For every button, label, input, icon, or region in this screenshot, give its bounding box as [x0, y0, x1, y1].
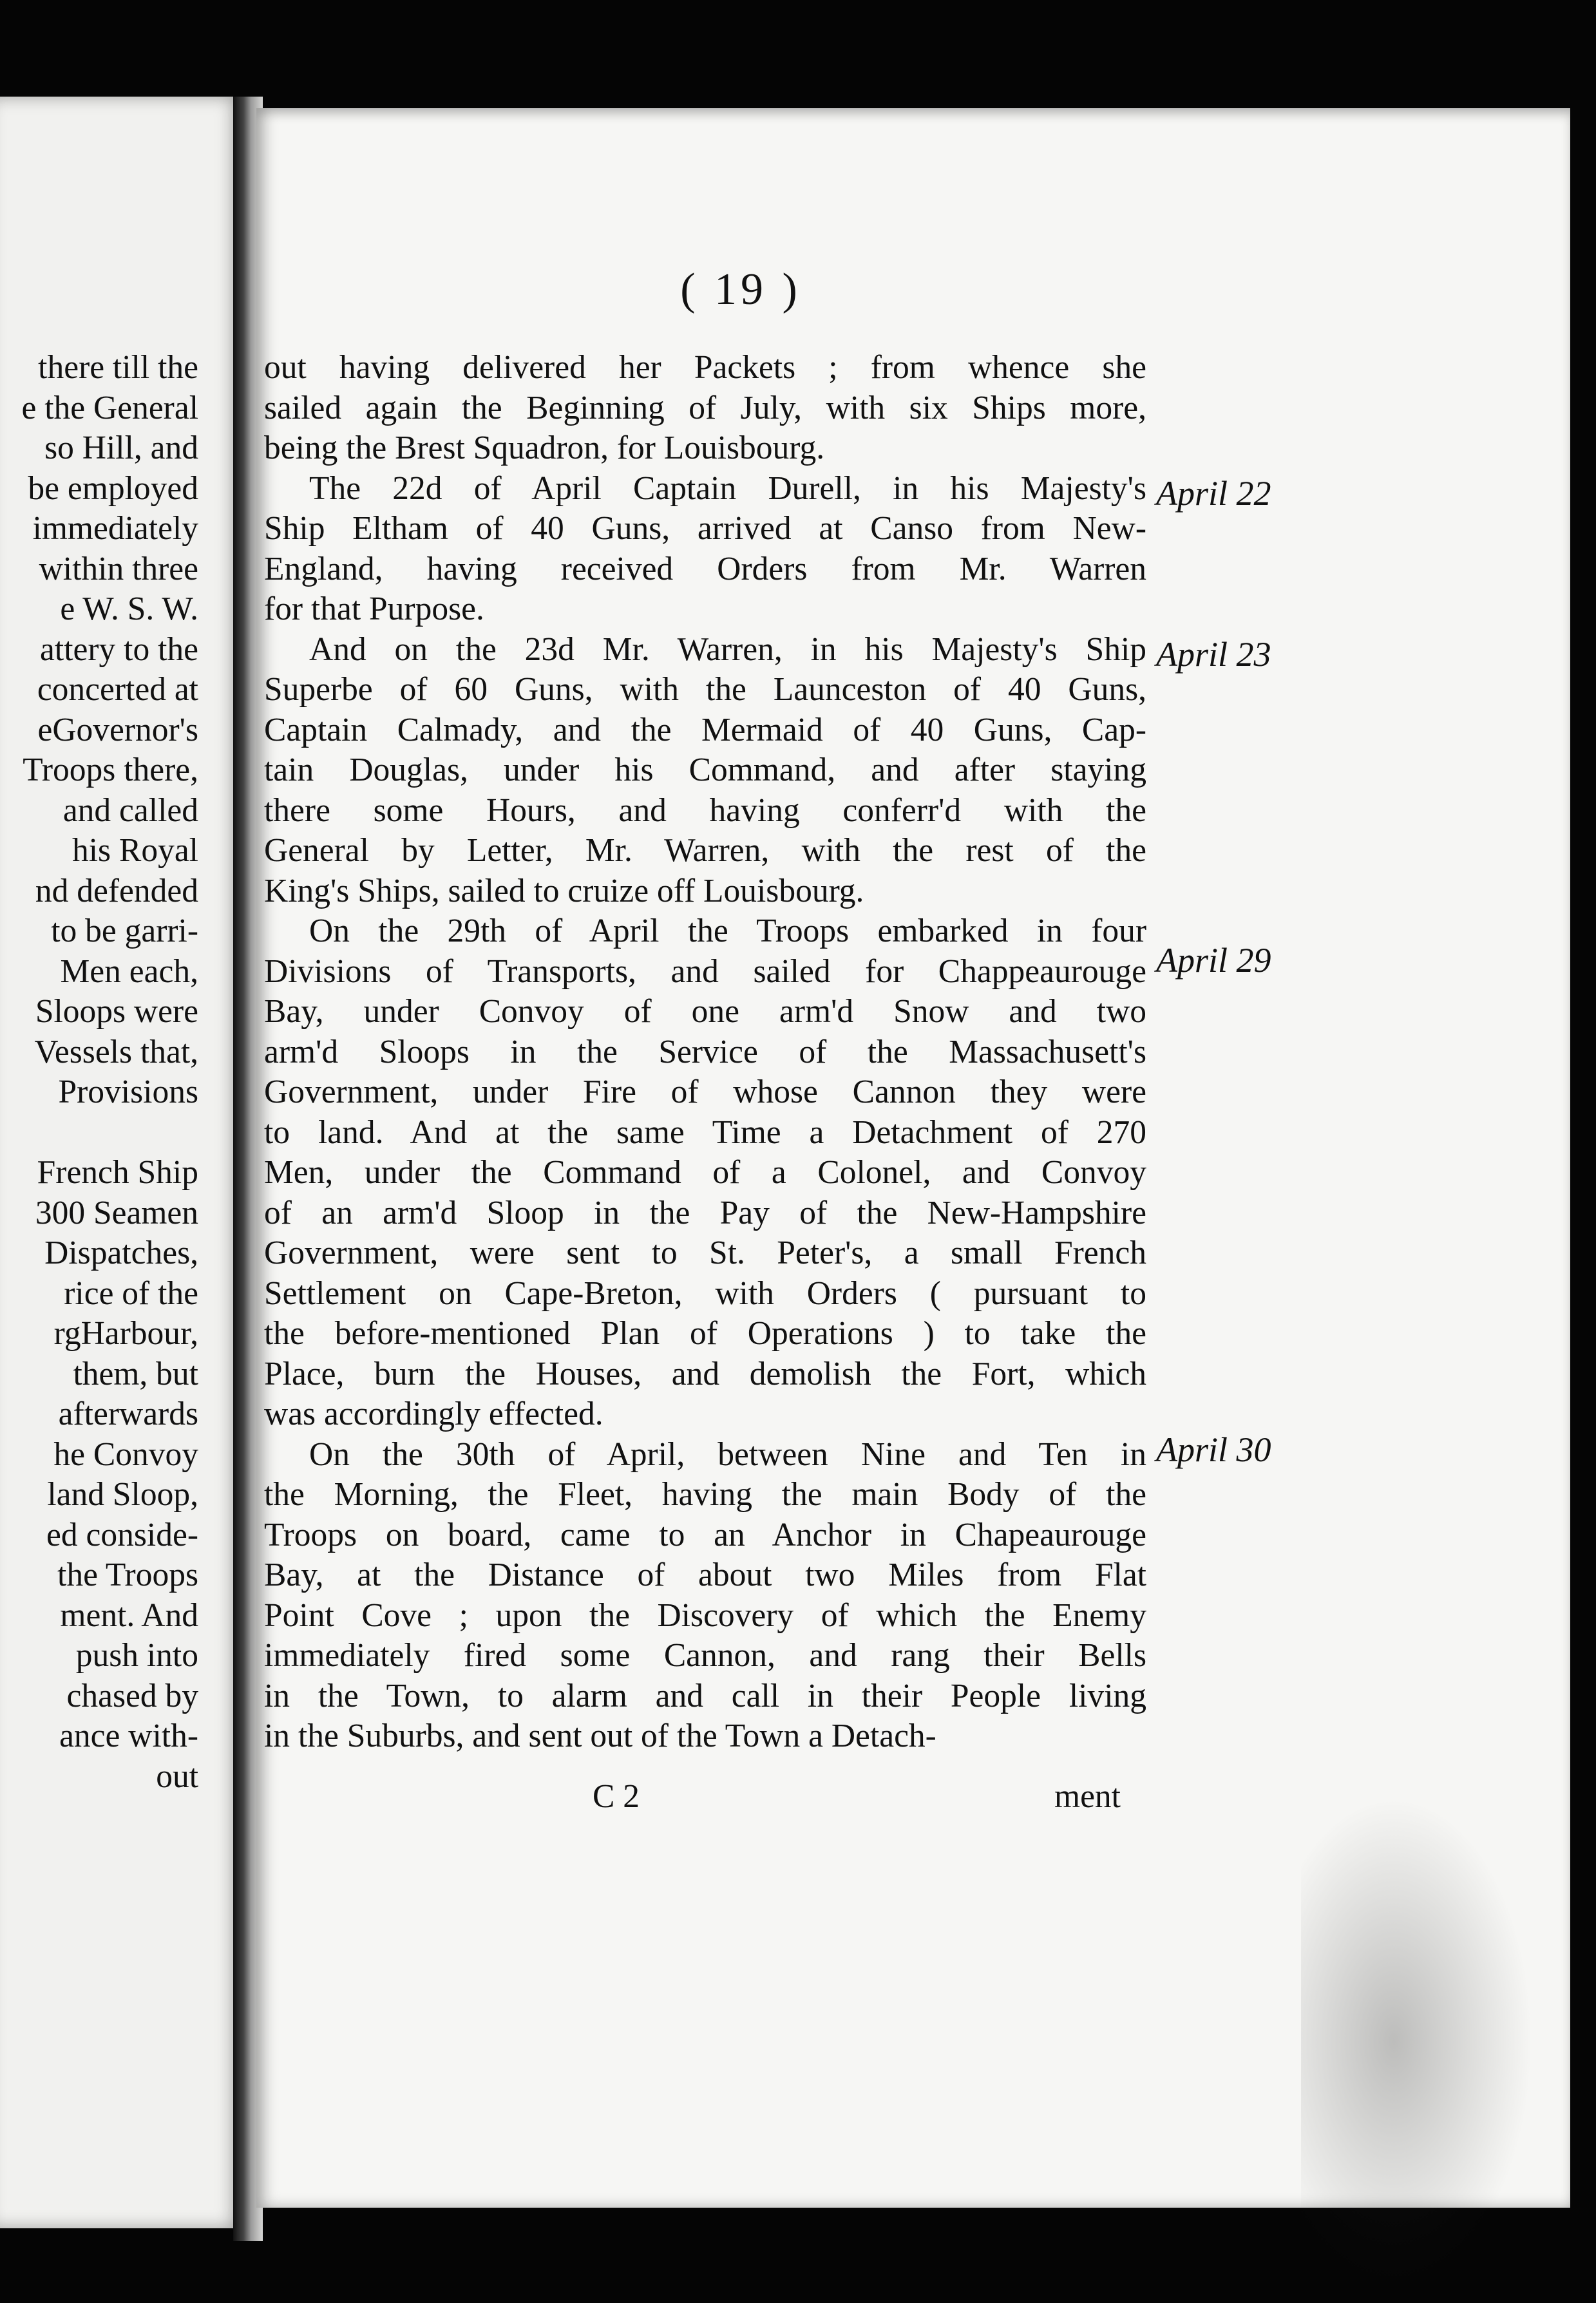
body-line: Government, under Fire of whose Cannon they were: [264, 1074, 1146, 1110]
left-page-line: and called: [62, 791, 198, 829]
body-line: And on the 23d Mr. Warren, in his Majesty's Ship: [309, 630, 1146, 668]
margin-note-april-23: April 23: [1156, 635, 1271, 674]
left-page-line: Vessels that,: [34, 1033, 198, 1070]
left-page-line: Provisions: [58, 1074, 198, 1110]
left-page-line: [0, 1113, 198, 1153]
left-page-line: out: [156, 1758, 198, 1795]
body-line: On the 29th of April the Troops embarked in four: [309, 913, 1146, 949]
body-line: The 22d of April Captain Durell, in his Majesty's: [309, 469, 1146, 507]
body-line: was accordingly effected.: [264, 1396, 603, 1432]
body-line: sailed again the Beginning of July, with six Ships more,: [264, 389, 1146, 426]
left-page-line: be employed: [28, 469, 198, 507]
left-page-line: ed conside-: [46, 1516, 198, 1553]
margin-note-april-22: April 22: [1156, 474, 1271, 513]
body-line: immediately fired some Cannon, and rang their Bells: [264, 1637, 1146, 1674]
body-line: out having delivered her Packets ; from whence she: [264, 349, 1146, 386]
left-page-line: ment. And: [60, 1597, 198, 1634]
left-page-line: he Convoy: [53, 1436, 198, 1473]
left-page-line: e the General: [21, 389, 198, 426]
left-page-line: nd defended: [35, 872, 198, 909]
body-line: Bay, under Convoy of one arm'd Snow and two: [264, 993, 1146, 1030]
body-line: King's Ships, sailed to cruize off Louisbourg.: [264, 872, 864, 909]
left-page-line: 300 Seamen: [35, 1194, 198, 1231]
left-page-line: there till the: [38, 349, 198, 386]
body-line: in the Town, to alarm and call in their People living: [264, 1677, 1146, 1714]
body-line: Settlement on Cape-Breton, with Orders ( pursuant to: [264, 1275, 1146, 1312]
left-page-line: land Sloop,: [47, 1476, 198, 1513]
body-line: Troops on board, came to an Anchor in Chapeaurouge: [264, 1516, 1146, 1553]
left-page-line: rice of the: [64, 1275, 198, 1312]
left-page-line: e W. S. W.: [60, 591, 198, 627]
body-line: Men, under the Command of a Colonel, and Convoy: [264, 1154, 1146, 1191]
signature-mark: C 2: [593, 1778, 640, 1815]
left-page-line: Troops there,: [23, 752, 198, 788]
left-page-line: so Hill, and: [44, 430, 198, 466]
body-line: being the Brest Squadron, for Louisbourg.: [264, 430, 825, 466]
left-page-line: push into: [75, 1637, 198, 1674]
left-page-line: eGovernor's: [37, 711, 198, 748]
left-page-line: them, but: [73, 1355, 198, 1392]
body-line: of an arm'd Sloop in the Pay of the New-Hampshire: [264, 1194, 1146, 1231]
left-page-line: the Troops: [57, 1557, 198, 1593]
page-number: ( 19 ): [680, 265, 801, 314]
left-page-line: rgHarbour,: [53, 1315, 198, 1352]
body-line: the before-mentioned Plan of Operations ) to take the: [264, 1315, 1146, 1352]
body-line: Divisions of Transports, and sailed for Chappeaurouge: [264, 952, 1146, 990]
body-line: Captain Calmady, and the Mermaid of 40 Guns, Cap-: [264, 711, 1146, 748]
left-page-line: within three: [39, 550, 198, 587]
body-line: to land. And at the same Time a Detachment of 270: [264, 1114, 1146, 1151]
left-page-line: concerted at: [37, 671, 198, 708]
left-page-line: afterwards: [58, 1396, 198, 1432]
body-text: [264, 348, 1146, 1757]
body-line: the Morning, the Fleet, having the main Body of the: [264, 1476, 1146, 1513]
body-line: Government, were sent to St. Peter's, a small French: [264, 1235, 1146, 1271]
left-page-line: attery to the: [40, 630, 198, 668]
catchword: ment: [1054, 1778, 1121, 1815]
body-line: tain Douglas, under his Command, and after staying: [264, 752, 1146, 788]
body-line: England, having received Orders from Mr. Warren: [264, 550, 1146, 587]
left-page-line: Men each,: [60, 952, 198, 990]
left-page-text: [0, 348, 198, 1797]
margin-note-april-30: April 30: [1156, 1430, 1271, 1469]
page-edge-stain: [1301, 1797, 1533, 2286]
left-page-line: French Ship: [37, 1154, 198, 1191]
left-page-line: Sloops were: [35, 993, 198, 1030]
body-line: Place, burn the Houses, and demolish the Fort, which: [264, 1355, 1146, 1392]
body-line: in the Suburbs, and sent out of the Town a Detach-: [264, 1718, 936, 1754]
left-page-line: immediately: [32, 510, 198, 547]
left-page-line: to be garri-: [51, 913, 198, 949]
body-line: Bay, at the Distance of about two Miles from Flat: [264, 1557, 1146, 1593]
left-page-line: his Royal: [72, 832, 198, 869]
margin-note-april-29: April 29: [1156, 941, 1271, 980]
body-line: for that Purpose.: [264, 591, 484, 627]
body-line: Point Cove ; upon the Discovery of which the Enemy: [264, 1597, 1146, 1634]
left-page-line: Dispatches,: [44, 1235, 198, 1271]
left-page-line: chased by: [66, 1677, 198, 1714]
left-page-line: ance with-: [59, 1718, 198, 1754]
body-line: Ship Eltham of 40 Guns, arrived at Canso from New-: [264, 510, 1146, 547]
body-line: Superbe of 60 Guns, with the Launceston of 40 Guns,: [264, 671, 1146, 708]
body-line: arm'd Sloops in the Service of the Massachusett's: [264, 1033, 1146, 1070]
body-line: there some Hours, and having conferr'd with the: [264, 791, 1146, 829]
body-line: On the 30th of April, between Nine and Ten in: [309, 1436, 1146, 1473]
body-line: General by Letter, Mr. Warren, with the rest of the: [264, 832, 1146, 869]
